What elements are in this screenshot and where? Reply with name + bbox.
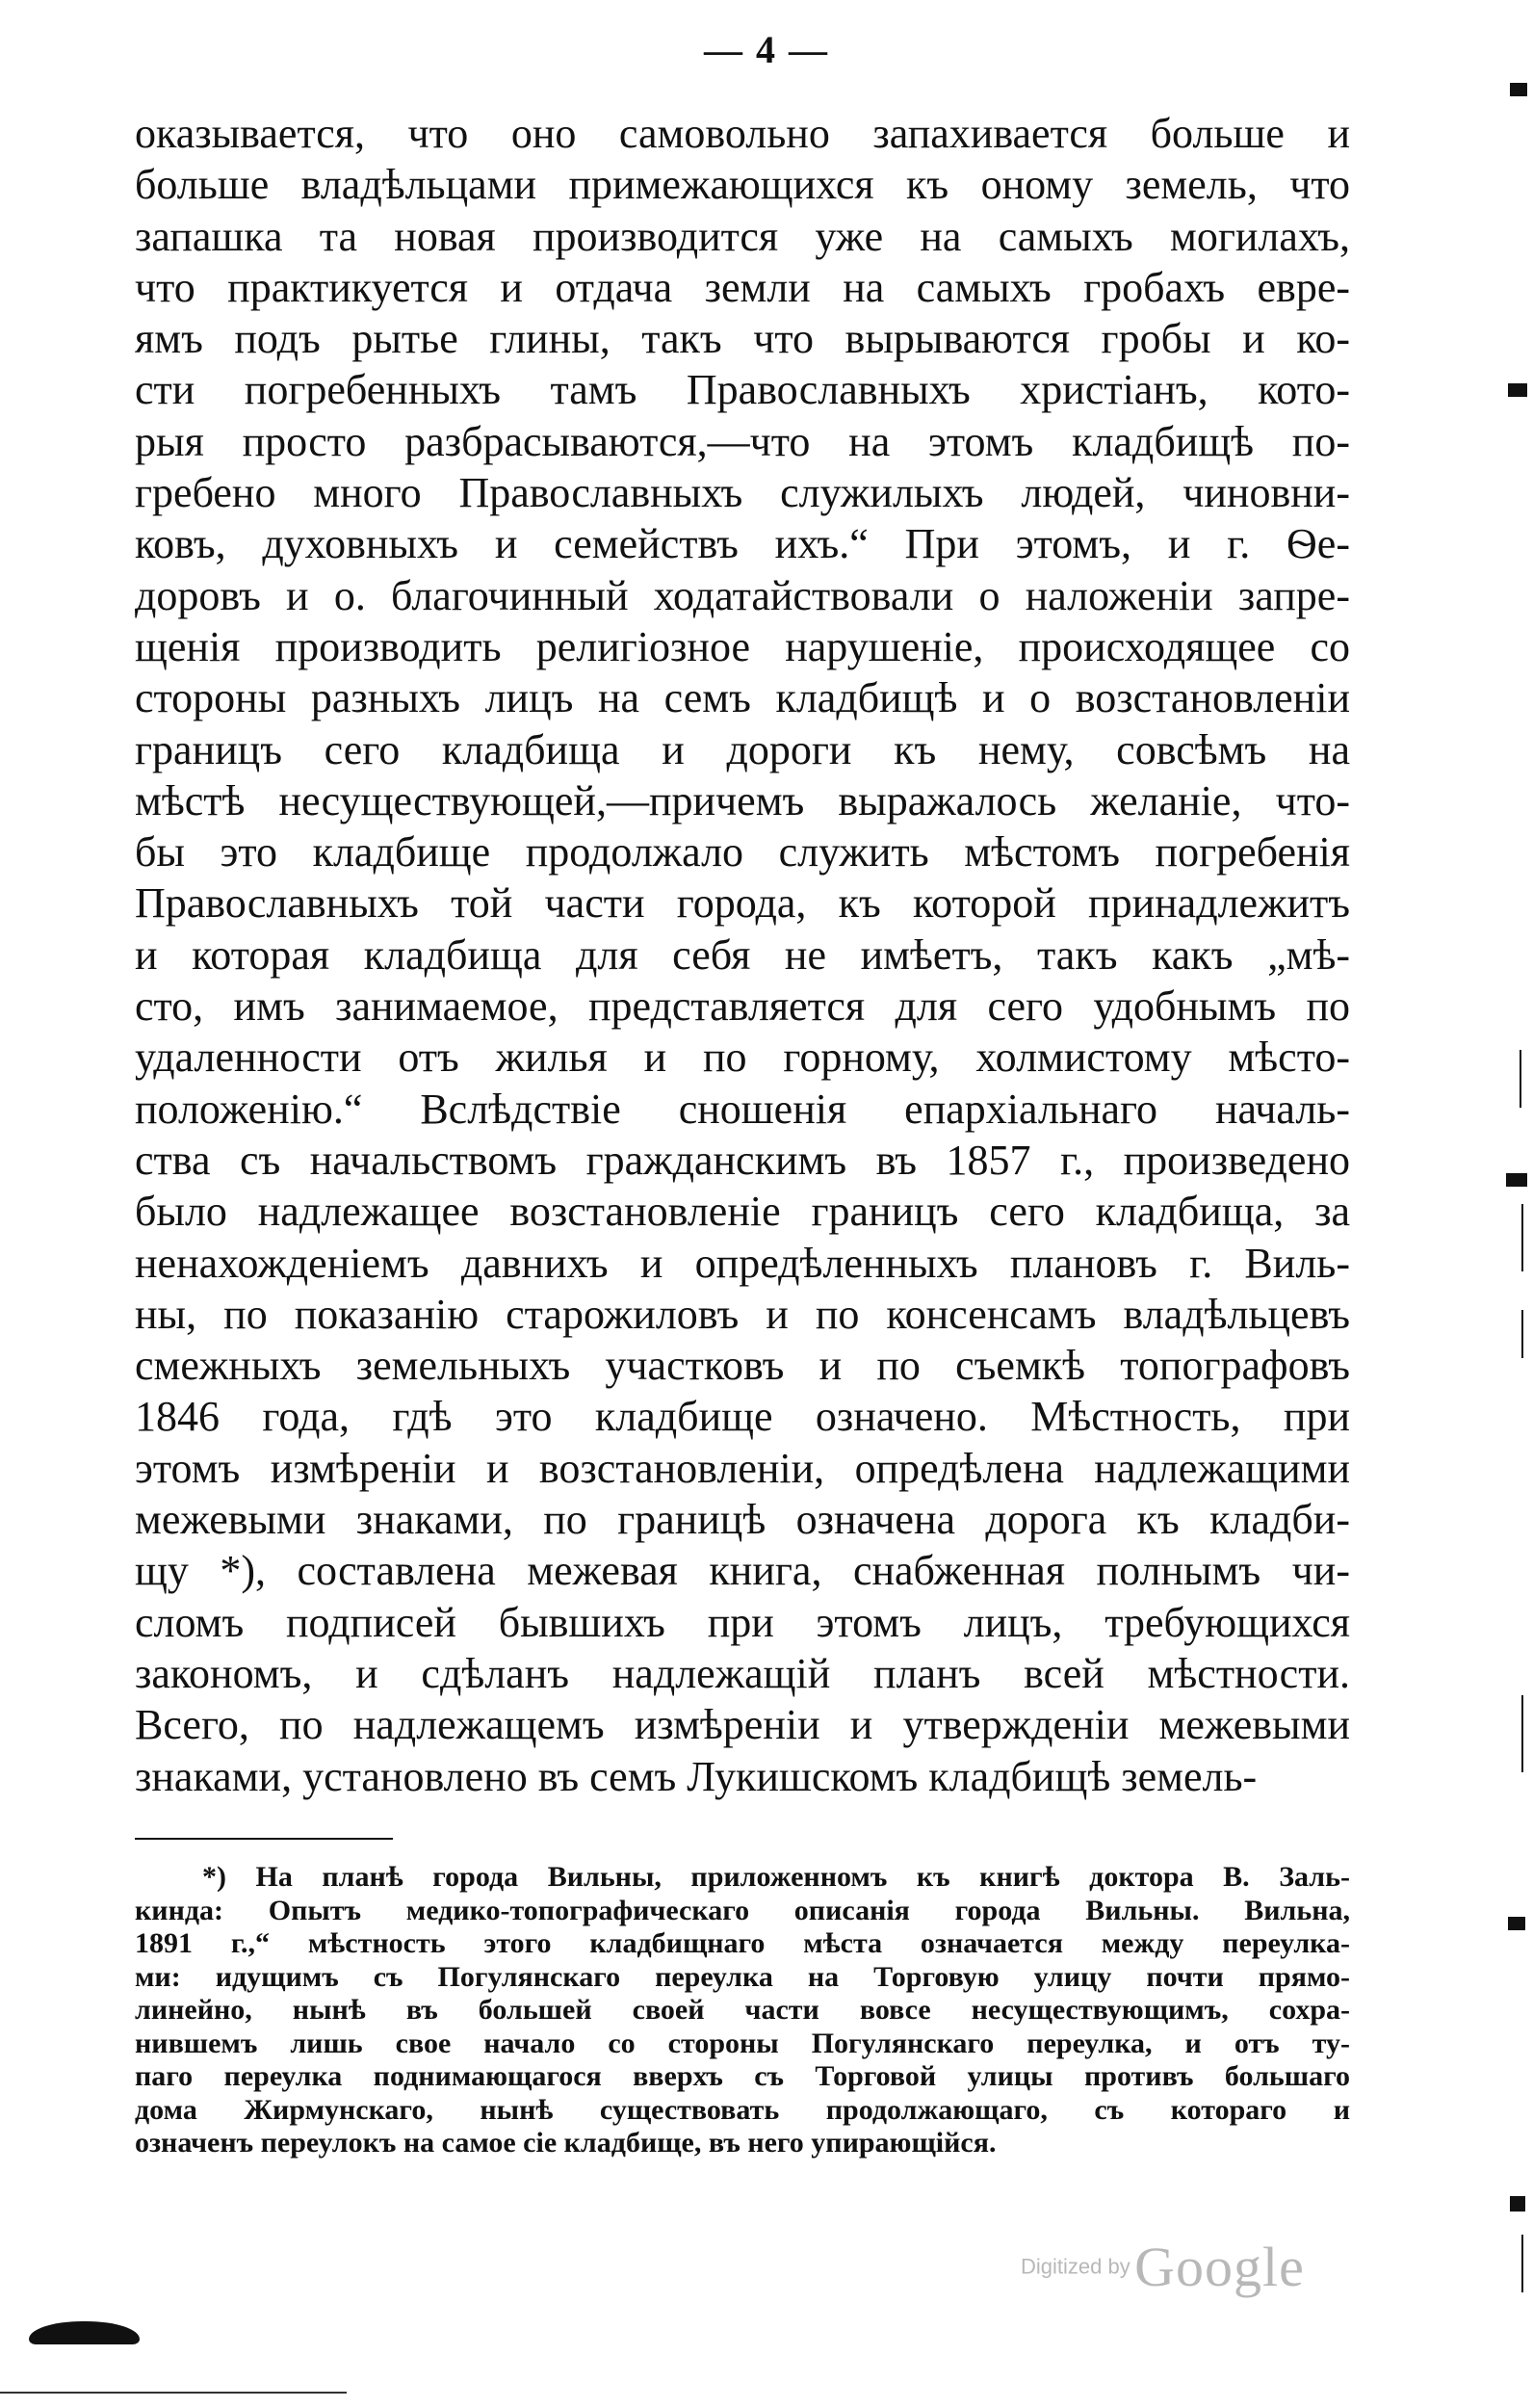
- body-line: рыя просто разбрасываются,—что на этомъ кладбищѣ по-: [135, 417, 1350, 465]
- body-line: стороны разныхъ лицъ на семъ кладбищѣ и о возстановленіи: [135, 674, 1350, 722]
- body-line: межевыми знаками, по границѣ означена дорога къ кладби-: [135, 1496, 1350, 1544]
- body-line: границъ сего кладбища и дороги къ нему, совсѣмъ на: [135, 725, 1350, 773]
- scan-mark: [1521, 1204, 1523, 1271]
- scan-mark: [1508, 383, 1527, 397]
- scan-mark: [1520, 1050, 1521, 1108]
- footnote-line: линейно, нынѣ въ большей своей части вовсе несуществующимъ, сохра-: [135, 1994, 1350, 2026]
- scan-mark: [1510, 2196, 1525, 2212]
- body-text: [135, 108, 1350, 1802]
- body-line: гребено много Православныхъ служилыхъ людей, чиновни-: [135, 469, 1350, 517]
- footnote-line: паго переулка поднимающагося вверхъ съ Торговой улицы противъ большаго: [135, 2060, 1350, 2092]
- scan-mark: [1521, 1695, 1523, 1772]
- footnote-line: кинда: Опытъ медико-топографическаго описанія города Вильны. Вильна,: [135, 1894, 1350, 1926]
- body-line: оказывается, что оно самовольно запахивается больше и: [135, 110, 1350, 157]
- footnote: [135, 1861, 1350, 2160]
- body-line: закономъ, и сдѣланъ надлежащій планъ всей мѣстности.: [135, 1649, 1350, 1697]
- footnote-separator: [135, 1838, 393, 1840]
- digitized-watermark: [1021, 2235, 1305, 2299]
- body-line: Всего, по надлежащемъ измѣреніи и утвержденіи межевыми: [135, 1701, 1350, 1749]
- body-line: знаками, установлено въ семъ Лукишскомъ кладбищѣ земель-: [135, 1752, 1258, 1800]
- body-line: положенію.“ Вслѣдствіе сношенія епархіальнаго началь-: [135, 1085, 1350, 1133]
- body-line: этомъ измѣреніи и возстановленіи, опредѣлена надлежащими: [135, 1444, 1350, 1492]
- body-line: доровъ и о. благочинный ходатайствовали о наложеніи запре-: [135, 571, 1350, 619]
- body-line: Православныхъ той части города, къ которой принадлежитъ: [135, 879, 1350, 928]
- body-line: мѣстѣ несуществующей,—причемъ выражалось желаніе, что-: [135, 776, 1350, 824]
- google-logo: Google: [1134, 2236, 1305, 2298]
- body-line: смежныхъ земельныхъ участковъ и по съемкѣ топографовъ: [135, 1342, 1350, 1390]
- body-line: что практикуется и отдача земли на самыхъ гробахъ евре-: [135, 263, 1350, 311]
- body-line: ненахожденіемъ давнихъ и опредѣленныхъ плановъ г. Виль-: [135, 1239, 1350, 1287]
- body-line: щу *), составлена межевая книга, снабженная полнымъ чи-: [135, 1547, 1350, 1595]
- body-line: ямъ подъ рытье глины, такъ что вырываются гробы и ко-: [135, 315, 1350, 363]
- footnote-line: *) На планѣ города Вильны, приложенномъ къ книгѣ доктора В. Заль-: [202, 1861, 1350, 1893]
- body-line: запашка та новая производится уже на самыхъ могилахъ,: [135, 212, 1350, 260]
- body-line: сти погребенныхъ тамъ Православныхъ христіанъ, кото-: [135, 366, 1350, 414]
- footnote-line: дома Жирмунскаго, нынѣ существовать продолжающаго, съ котораго и: [135, 2093, 1350, 2126]
- footnote-line: означенъ переулокъ на самое сіе кладбище, въ него упирающійся.: [135, 2127, 997, 2159]
- body-line: и которая кладбища для себя не имѣетъ, такъ какъ „мѣ-: [135, 930, 1350, 979]
- body-line: ны, по показанію старожиловъ и по консенсамъ владѣльцевъ: [135, 1290, 1350, 1338]
- scan-mark: [1506, 1173, 1527, 1187]
- scan-edge-line: [0, 2392, 347, 2394]
- body-line: бы это кладбище продолжало служить мѣстомъ погребенія: [135, 828, 1350, 877]
- body-line: 1846 года, гдѣ это кладбище означено. Мѣстность, при: [135, 1393, 1350, 1441]
- body-line: сломъ подписей бывшихъ при этомъ лицъ, требующихся: [135, 1598, 1350, 1646]
- body-line: сто, имъ занимаемое, представляется для сего удобнымъ по: [135, 982, 1350, 1031]
- body-line: щенія производить религіозное нарушеніе, происходящее со: [135, 622, 1350, 670]
- footnote-line: ми: идущимъ съ Погулянскаго переулка на Торговую улицу почти прямо-: [135, 1960, 1350, 1993]
- scan-mark: [1510, 83, 1527, 96]
- scan-mark: [1521, 2235, 1523, 2292]
- footnote-line: 1891 г.,“ мѣстность этого кладбищнаго мѣста означается между переулка-: [135, 1927, 1350, 1959]
- footnote-line: нившемъ лишь свое начало со стороны Погулянскаго переулка, и отъ ту-: [135, 2027, 1350, 2059]
- scan-mark: [1508, 1917, 1525, 1930]
- watermark-prefix: Digitized by: [1021, 2254, 1130, 2279]
- body-line: удаленности отъ жилья и по горному, холмистому мѣсто-: [135, 1034, 1350, 1082]
- body-line: ковъ, духовныхъ и семействъ ихъ.“ При этомъ, и г. Ѳе-: [135, 520, 1350, 568]
- page-number: — 4 —: [704, 28, 829, 71]
- scan-mark: [1521, 1310, 1523, 1358]
- ink-blot: [29, 2321, 140, 2344]
- body-line: ства съ начальствомъ гражданскимъ въ 1857 г., произведено: [135, 1136, 1350, 1184]
- body-line: было надлежащее возстановленіе границъ сего кладбища, за: [135, 1188, 1350, 1236]
- body-line: больше владѣльцами примежающихся къ оному земель, что: [135, 161, 1350, 209]
